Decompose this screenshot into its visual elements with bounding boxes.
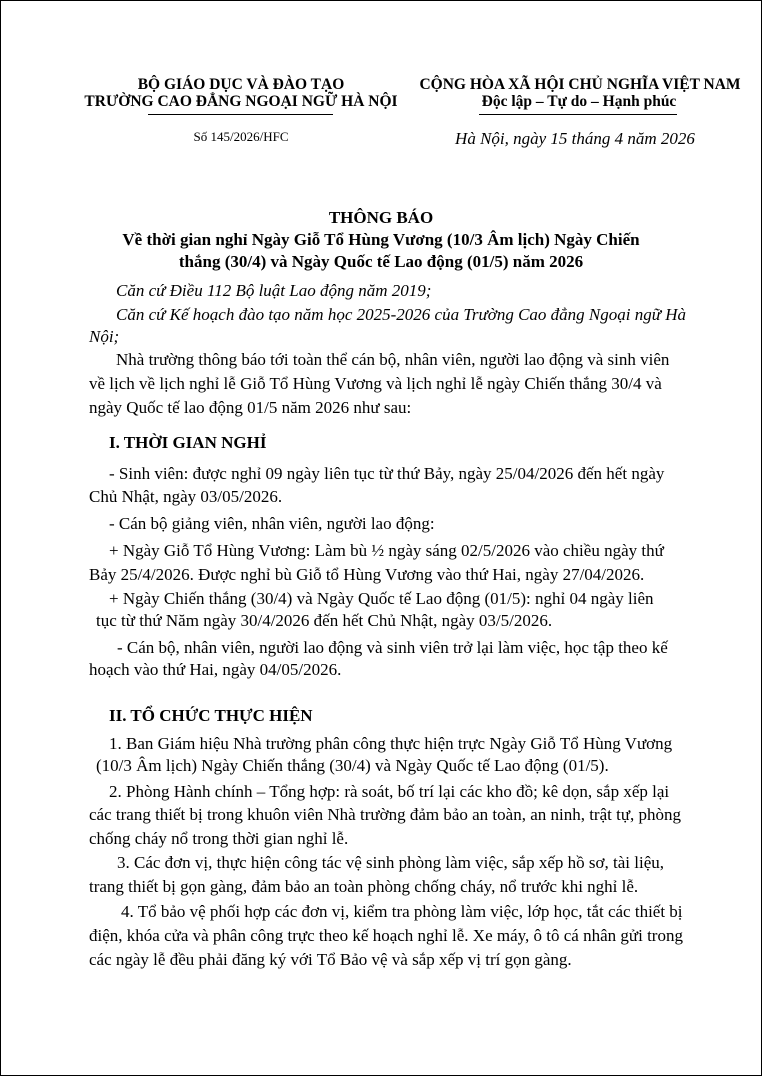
motto-underline: [479, 114, 677, 115]
notice-subtitle-line2: thắng (30/4) và Ngày Quốc tế Lao động (01/5) năm 2026: [178, 252, 584, 271]
intro-line: ngày Quốc tế lao động 01/5 năm 2026 như sau:: [89, 398, 412, 417]
section-1-heading: I. THỜI GIAN NGHỈ: [109, 433, 267, 452]
document-number: Số 145/2026/HFC: [193, 129, 289, 144]
task-item-2-cont: chống cháy nổ trong thời gian nghỉ lễ.: [89, 829, 349, 848]
task-item-4-cont: các ngày lễ đều phải đăng ký với Tổ Bảo vệ và sắp xếp vị trí gọn gàng.: [89, 950, 572, 969]
notice-subtitle-line1: Về thời gian nghỉ Ngày Giỗ Tổ Hùng Vương (10/3 Âm lịch) Ngày Chiến: [122, 230, 640, 249]
staff-leave-heading: - Cán bộ giảng viên, nhân viên, người lao động:: [109, 514, 435, 533]
school-underline: [148, 114, 333, 115]
return-to-work-cont: hoạch vào thứ Hai, ngày 04/05/2026.: [89, 660, 342, 679]
victory-labor-leave-cont: tục từ thứ Năm ngày 30/4/2026 đến hết Chủ Nhật, ngày 03/5/2026.: [96, 611, 553, 630]
task-item-3-cont: trang thiết bị gọn gàng, đảm bảo an toàn phòng chống cháy, nổ trước khi nghỉ lễ.: [89, 877, 639, 896]
intro-line: Nhà trường thông báo tới toàn thể cán bộ, nhân viên, người lao động và sinh viên: [116, 350, 670, 369]
students-leave-cont: Chủ Nhật, ngày 03/05/2026.: [89, 487, 283, 506]
task-item-1-cont: (10/3 Âm lịch) Ngày Chiến thắng (30/4) và Ngày Quốc tế Lao động (01/5).: [96, 756, 609, 775]
date-line: Hà Nội, ngày 15 tháng 4 năm 2026: [455, 129, 695, 148]
hung-vuong-leave-cont: Bảy 25/4/2026. Được nghỉ bù Giỗ tổ Hùng Vương vào thứ Hai, ngày 27/04/2026.: [89, 565, 645, 584]
basis-labor-code: Căn cứ Điều 112 Bộ luật Lao động năm 2019;: [116, 281, 432, 300]
notice-heading: THÔNG BÁO: [328, 208, 434, 227]
republic-name: CỘNG HÒA XÃ HỘI CHỦ NGHĨA VIỆT NAM: [419, 76, 741, 93]
ministry-name: BỘ GIÁO DỤC VÀ ĐÀO TẠO: [137, 76, 345, 93]
task-item-4-cont: điện, khóa cửa và phân công trực theo kế hoạch nghỉ lễ. Xe máy, ô tô cá nhân gửi trong: [89, 926, 683, 945]
victory-labor-leave: + Ngày Chiến thắng (30/4) và Ngày Quốc tế Lao động (01/5): nghỉ 04 ngày liên: [109, 589, 654, 608]
intro-line: về lịch về lịch nghỉ lễ Giỗ Tổ Hùng Vương và lịch nghỉ lễ ngày Chiến thắng 30/4 và: [89, 374, 662, 393]
task-item-2: 2. Phòng Hành chính – Tổng hợp: rà soát, bố trí lại các kho đồ; kê dọn, sắp xếp lại: [109, 782, 670, 801]
section-2-heading: II. TỔ CHỨC THỰC HIỆN: [109, 706, 313, 725]
basis-training-plan-cont: Nội;: [89, 327, 120, 346]
return-to-work: - Cán bộ, nhân viên, người lao động và sinh viên trở lại làm việc, học tập theo kế: [117, 638, 668, 657]
task-item-3: 3. Các đơn vị, thực hiện công tác vệ sinh phòng làm việc, sắp xếp hồ sơ, tài liệu,: [117, 853, 664, 872]
hung-vuong-leave: + Ngày Giỗ Tổ Hùng Vương: Làm bù ½ ngày sáng 02/5/2026 vào chiều ngày thứ: [109, 541, 664, 560]
task-item-1: 1. Ban Giám hiệu Nhà trường phân công thực hiện trực Ngày Giỗ Tổ Hùng Vương: [109, 734, 673, 753]
national-motto: Độc lập – Tự do – Hạnh phúc: [481, 93, 677, 110]
task-item-4: 4. Tổ bảo vệ phối hợp các đơn vị, kiểm tra phòng làm việc, lớp học, tắt các thiết bị: [121, 902, 683, 921]
basis-training-plan: Căn cứ Kế hoạch đào tạo năm học 2025-2026 của Trường Cao đẳng Ngoại ngữ Hà: [116, 305, 687, 324]
school-name: TRƯỜNG CAO ĐẲNG NGOẠI NGỮ HÀ NỘI: [84, 93, 398, 110]
students-leave: - Sinh viên: được nghỉ 09 ngày liên tục từ thứ Bảy, ngày 25/04/2026 đến hết ngày: [109, 464, 665, 483]
task-item-2-cont: các trang thiết bị trong khuôn viên Nhà trường đảm bảo an toàn, an ninh, trật tự, phòng: [89, 805, 682, 824]
